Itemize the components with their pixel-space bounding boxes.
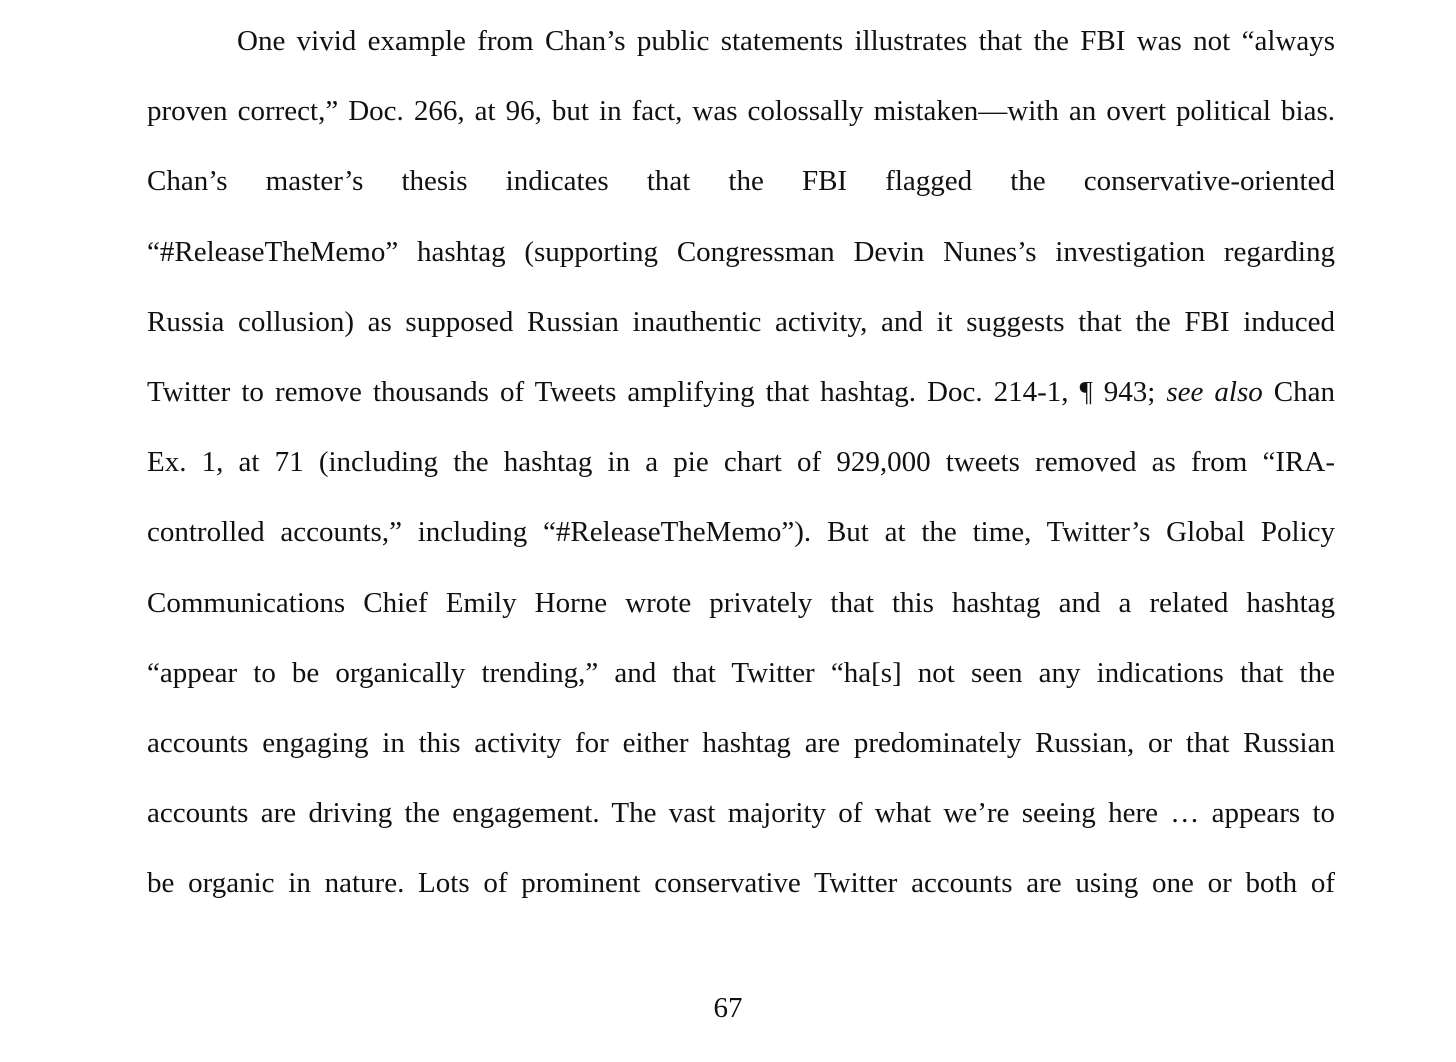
citation-text: Twitter to remove thousands of Tweets amplifying that hashtag. Doc. 214-1, ¶ 943; [147, 375, 1167, 408]
page-number: 67 [713, 992, 743, 1024]
citation-text-end: Chan [1262, 375, 1335, 408]
text-line: “appear to be organically trending,” and that Twitter “ha[s] not seen any indications that the [147, 656, 1335, 689]
body-paragraph [147, 6, 1335, 918]
text-line: Russia collusion) as supposed Russian inauthentic activity, and it suggests that the FBI induced [147, 305, 1335, 338]
text-line: Ex. 1, at 71 (including the hashtag in a pie chart of 929,000 tweets removed as from “IRA- [147, 446, 1335, 479]
text-line: Chan’s master’s thesis indicates that the FBI flagged the conservative-oriented [147, 165, 1335, 198]
text-line: One vivid example from Chan’s public statements illustrates that the FBI was not “always [237, 25, 1335, 57]
text-line-with-citation [147, 357, 1335, 427]
text-line: accounts are driving the engagement. The vast majority of what we’re seeing here … appears to [147, 797, 1335, 830]
text-line: proven correct,” Doc. 266, at 96, but in fact, was colossally mistaken—with an overt political bias. [147, 95, 1335, 128]
text-line: accounts engaging in this activity for either hashtag are predominately Russian, or that Russian [147, 726, 1335, 759]
text-line: controlled accounts,” including “#ReleaseTheMemo”). But at the time, Twitter’s Global Policy [147, 516, 1335, 549]
citation-signal: see also [1166, 375, 1263, 408]
text-line: be organic in nature. Lots of prominent conservative Twitter accounts are using one or both of [147, 867, 1335, 900]
text-line: “#ReleaseTheMemo” hashtag (supporting Congressman Devin Nunes’s investigation regarding [147, 235, 1335, 268]
text-line: Communications Chief Emily Horne wrote privately that this hashtag and a related hashtag [147, 586, 1335, 619]
